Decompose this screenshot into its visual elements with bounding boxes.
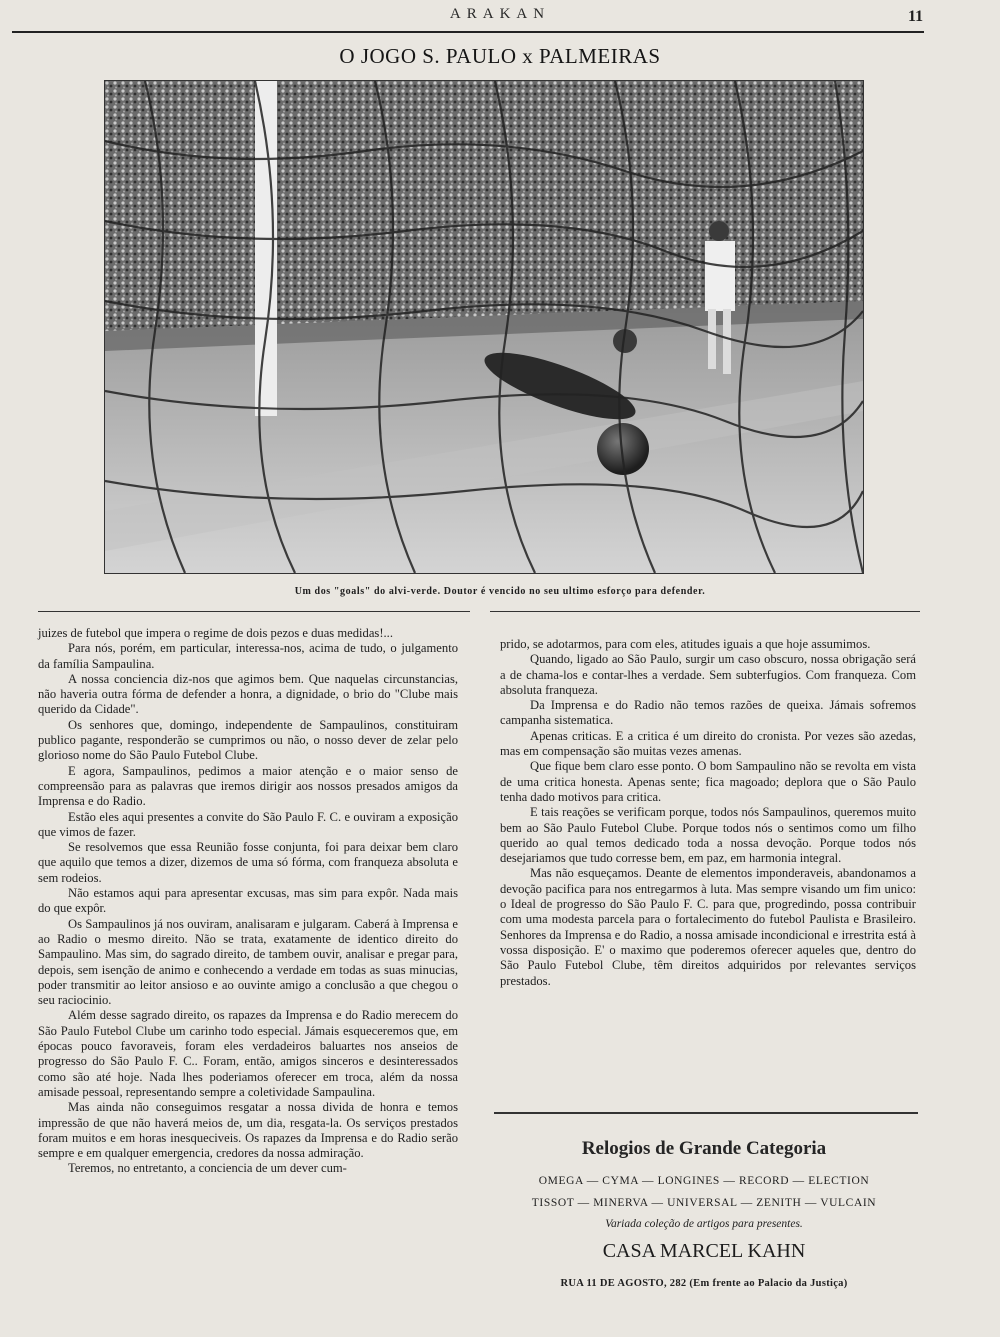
paragraph: Quando, ligado ao São Paulo, surgir um caso obscuro, nossa obrigação será a de chama-los e contar-lhes a verdade. Sem subterfugios. Com franqueza. Com absoluta franqueza. [500, 652, 916, 697]
advertisement-shop-name: CASA MARCEL KAHN [602, 1240, 806, 1262]
article-title: O JOGO S. PAULO x PALMEIRAS [339, 44, 661, 68]
paragraph: Que fique bem claro esse ponto. O bom Sampaulino não se revolta em vista de uma critica honesta. Apenas sente; fica magoado; deplora que o São Paulo tenha dado motivos para critica. [500, 759, 916, 804]
paragraph: Da Imprensa e do Radio não temos razões de queixa. Jámais sofremos campanha sistematica. [500, 698, 916, 728]
advertisement-title: Relogios de Grande Categoria [581, 1138, 827, 1159]
paragraph: E tais reações se verificam porque, todos nós Sampaulinos, queremos muito bem ao São Paulo Futebol Clube. Porque todos nós o sentimos como um filho querido ao qual temos dedicado toda a nossa devoção. Porque todos nós desejariamos que tudo corresse bem, em paz, em harmonia integral. [500, 805, 916, 866]
right-column [500, 637, 916, 989]
paragraph: Se resolvemos que essa Reunião fosse conjunta, foi para deixar bem claro que aquilo que temos a dizer, dizemos de uma só fórma, com franqueza absoluta e sem rodeios. [38, 840, 458, 885]
paragraph: Os senhores que, domingo, independente de Sampaulinos, constituiram publico pagante, responderão se cumprimos ou não, o nosso dever de zelar pelo glorioso nome do São Paulo Futebol Clube. [38, 717, 458, 763]
paragraph: prido, se adotarmos, para com eles, atitudes iguais a que hoje assumimos. [500, 637, 871, 651]
paragraph: E agora, Sampaulinos, pedimos a maior atenção e o maior senso de compreensão para as palavras que iremos dirigir aos nossos presados amigos da Imprensa e do Radio. [38, 763, 458, 809]
paragraph: Além desse sagrado direito, os rapazes da Imprensa e do Radio merecem do São Paulo Futebol Clube um carinho todo especial. Jámais esqueceremos que, em épocas pouco favoraveis, foram eles verdadeiros baluartes nos anseios de progresso do São Paulo F. C.. Foram, então, amigos sinceros e desinteressados como são até hoje. Nada lhes poderiamos oferecer em troca, além da nossa amisade pessoal, representando sempre a coletividade Sampaulina. [38, 1008, 458, 1099]
match-photo [104, 80, 864, 574]
header-rule [12, 31, 924, 33]
paragraph: Apenas criticas. E a critica é um direito do cronista. Por vezes são azedas, mas em compensação são muitas vezes amenas. [500, 728, 916, 759]
paragraph: Não estamos aqui para apresentar excusas, mas sim para expôr. Nada mais do que expôr. [38, 886, 458, 916]
paragraph: A nossa conciencia diz-nos que agimos bem. Que naquelas circunstancias, não haveria outra fórma de defender a honra, a dignidade, o brio do "Clube mais querido da Cidade". [38, 671, 458, 717]
advertisement-address: RUA 11 DE AGOSTO, 282 (Em frente ao Palacio da Justiça) [560, 1278, 848, 1289]
photo-illustration [105, 81, 863, 573]
left-column [38, 626, 458, 1177]
column-rule-left [38, 611, 470, 612]
paragraph: Teremos, no entretanto, a conciencia de um dever cum- [68, 1161, 347, 1176]
advertisement-rule [494, 1112, 918, 1114]
paragraph: Os Sampaulinos já nos ouviram, analisaram e julgaram. Caberá à Imprensa e ao Radio o mesmo direito. Não se trata, exatamente de identico direito do Sampaulino. Mas sim, do sagrado direito, de tambem ouvir, analisar e pregar para, depois, sem isenção de animo e conhecendo a verdade em todas as suas minucias, poder transmitir ao leitor ansioso e ao ouvinte amigo a conclusão a que chegou o seu raciocinio. [38, 916, 458, 1008]
paragraph: juizes de futebol que impera o regime de dois pezos e duas medidas!... [38, 626, 393, 640]
paragraph: Para nós, porém, em particular, interessa-nos, acima de tudo, o julgamento da família Sampaulina. [38, 641, 458, 671]
magazine-name: ARAKAN [449, 6, 551, 22]
paragraph: Estão eles aqui presentes a convite do São Paulo F. C. e ouviram a exposição que vimos de fazer. [38, 809, 458, 839]
page-number: 11 [908, 8, 924, 25]
advertisement-subtitle: Variada coleção de artigos para presentes. [605, 1218, 803, 1230]
column-rule-right [490, 611, 920, 612]
paragraph: Mas ainda não conseguimos resgatar a nossa divida de honra e temos impressão de que não haverá meios de, um dia, resgata-la. Os serviços prestados foram muitos e em horas inesqueciveis. Os rapazes da Imprensa e do Radio serão sempre e em qualquer emergencia, credores da nossa admiração. [38, 1100, 458, 1161]
advertisement-brands-line1: OMEGA — CYMA — LONGINES — RECORD — ELECTION [538, 1175, 870, 1187]
advertisement-brands-line2: TISSOT — MINERVA — UNIVERSAL — ZENITH — VULCAIN [531, 1197, 877, 1209]
photo-caption: Um dos "goals" do alvi-verde. Doutor é vencido no seu ultimo esforço para defender. [294, 586, 706, 597]
paragraph: Mas não esqueçamos. Deante de elementos imponderaveis, abandonamos a devoção pacifica para nos entregarmos à luta. Mas sempre visando um fim unico: o Ideal de progresso do São Paulo F. C. para que, progredindo, possa contribuir com uma modesta parcela para o fortalecimento do futebol Paulista e Brasileiro. Senhores da Imprensa e do Radio, a nossa amisade incondicional e irrestrita está à vossa disposição. E' o maximo que poderemos oferecer aqueles que, dentro do São Paulo Futebol Clube, têm direitos adquiridos por relevantes serviços prestados. [500, 866, 916, 988]
